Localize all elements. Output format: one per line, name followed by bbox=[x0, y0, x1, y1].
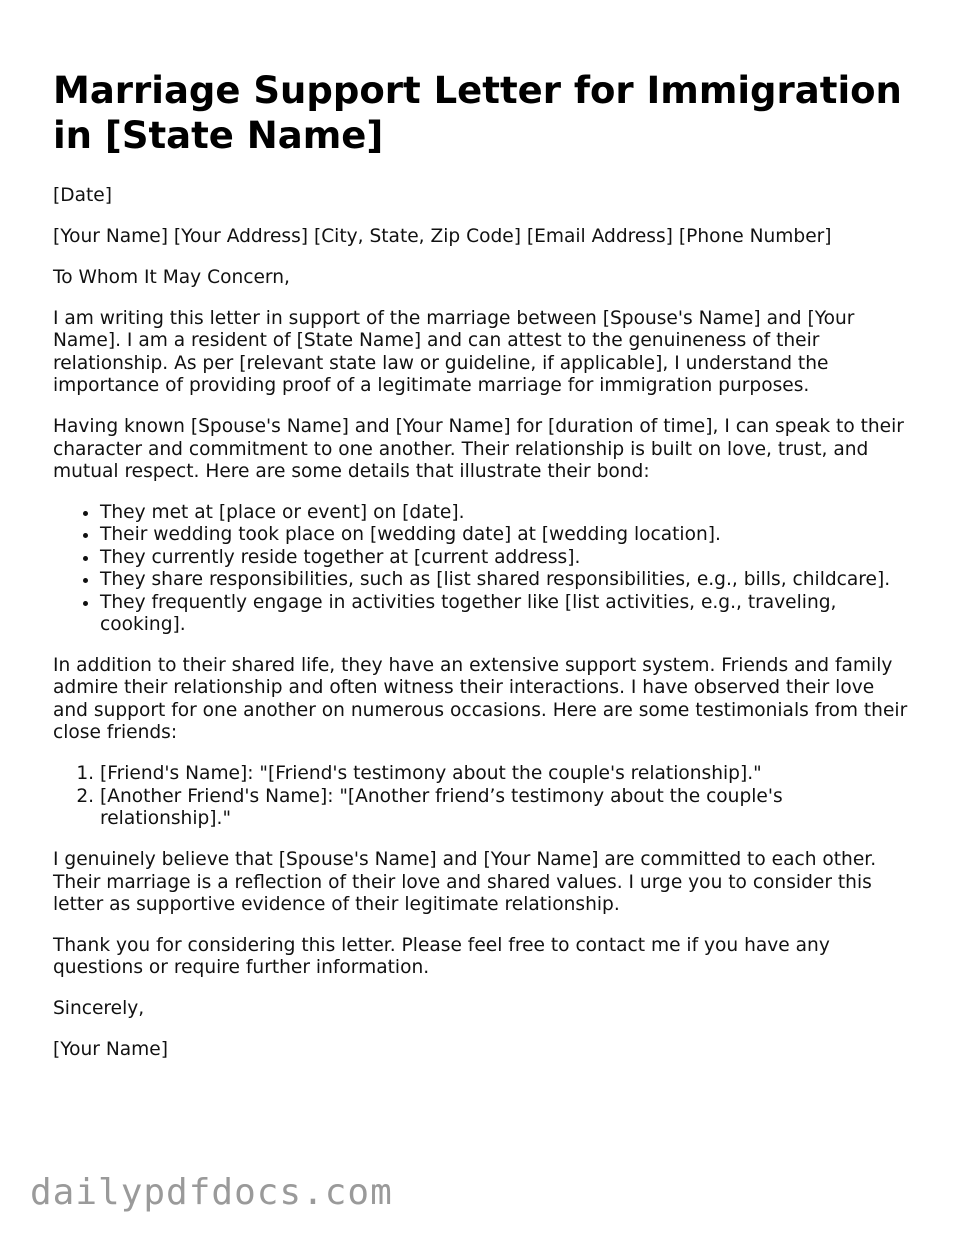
salutation: To Whom It May Concern, bbox=[53, 267, 290, 288]
list-item: • Their wedding took place on [wedding date] at [wedding location]. bbox=[100, 524, 913, 546]
paragraph-intro: I am writing this letter in support of the marriage between [Spouse's Name] and [Your Name]. I am a resident of [State Name] and can attest to the genuineness of their relationship. As per [relevant state law or guideline, if applicable], I understand the importance of providing proof of a legitimate marriage for immigration purposes. bbox=[53, 308, 855, 397]
list-item: 1. [Friend's Name]: "[Friend's testimony about the couple's relationship]." bbox=[100, 763, 913, 785]
signature: [Your Name] bbox=[53, 1039, 168, 1061]
paragraph-known: Having known [Spouse's Name] and [Your Name] for [duration of time], I can speak to their character and commitment to one another. Their relationship is built on love, trust, and mutual respect. Here are some details that illustrate their bond: bbox=[53, 416, 904, 483]
sender-info: [Your Name] [Your Address] [City, State, Zip Code] [Email Address] [Phone Number] bbox=[53, 226, 832, 247]
testimonials-list bbox=[53, 763, 913, 830]
bond-details-list bbox=[53, 502, 913, 636]
paragraph-belief: I genuinely believe that [Spouse's Name] and [Your Name] are committed to each other. Their marriage is a reflection of their love and shared values. I urge you to consider this letter as supportive evidence of their legitimate relationship. bbox=[53, 849, 877, 915]
paragraph-support-system: In addition to their shared life, they have an extensive support system. Friends and family admire their relationship and often witness their interactions. I have observed their love and support for one another on numerous occasions. Here are some testimonials from their close friends: bbox=[53, 655, 908, 744]
letter-date: [Date] bbox=[53, 185, 112, 206]
list-item: 2. [Another Friend's Name]: "[Another friend’s testimony about the couple's relationship]." bbox=[100, 786, 913, 831]
closing: Sincerely, bbox=[53, 998, 145, 1020]
list-item: • They share responsibilities, such as [list shared responsibilities, e.g., bills, childcare]. bbox=[100, 569, 913, 591]
watermark: dailypdfdocs.com bbox=[30, 1172, 393, 1213]
list-item: • They currently reside together at [current address]. bbox=[100, 547, 913, 569]
list-item: • They frequently engage in activities together like [list activities, e.g., traveling, cooking]. bbox=[100, 592, 913, 637]
paragraph-thanks: Thank you for considering this letter. Please feel free to contact me if you have any questions or require further information. bbox=[53, 934, 830, 979]
document-title: Marriage Support Letter for Immigration in [State Name] bbox=[53, 69, 902, 157]
list-item: • They met at [place or event] on [date]. bbox=[100, 502, 913, 524]
letter-document bbox=[53, 68, 913, 1080]
